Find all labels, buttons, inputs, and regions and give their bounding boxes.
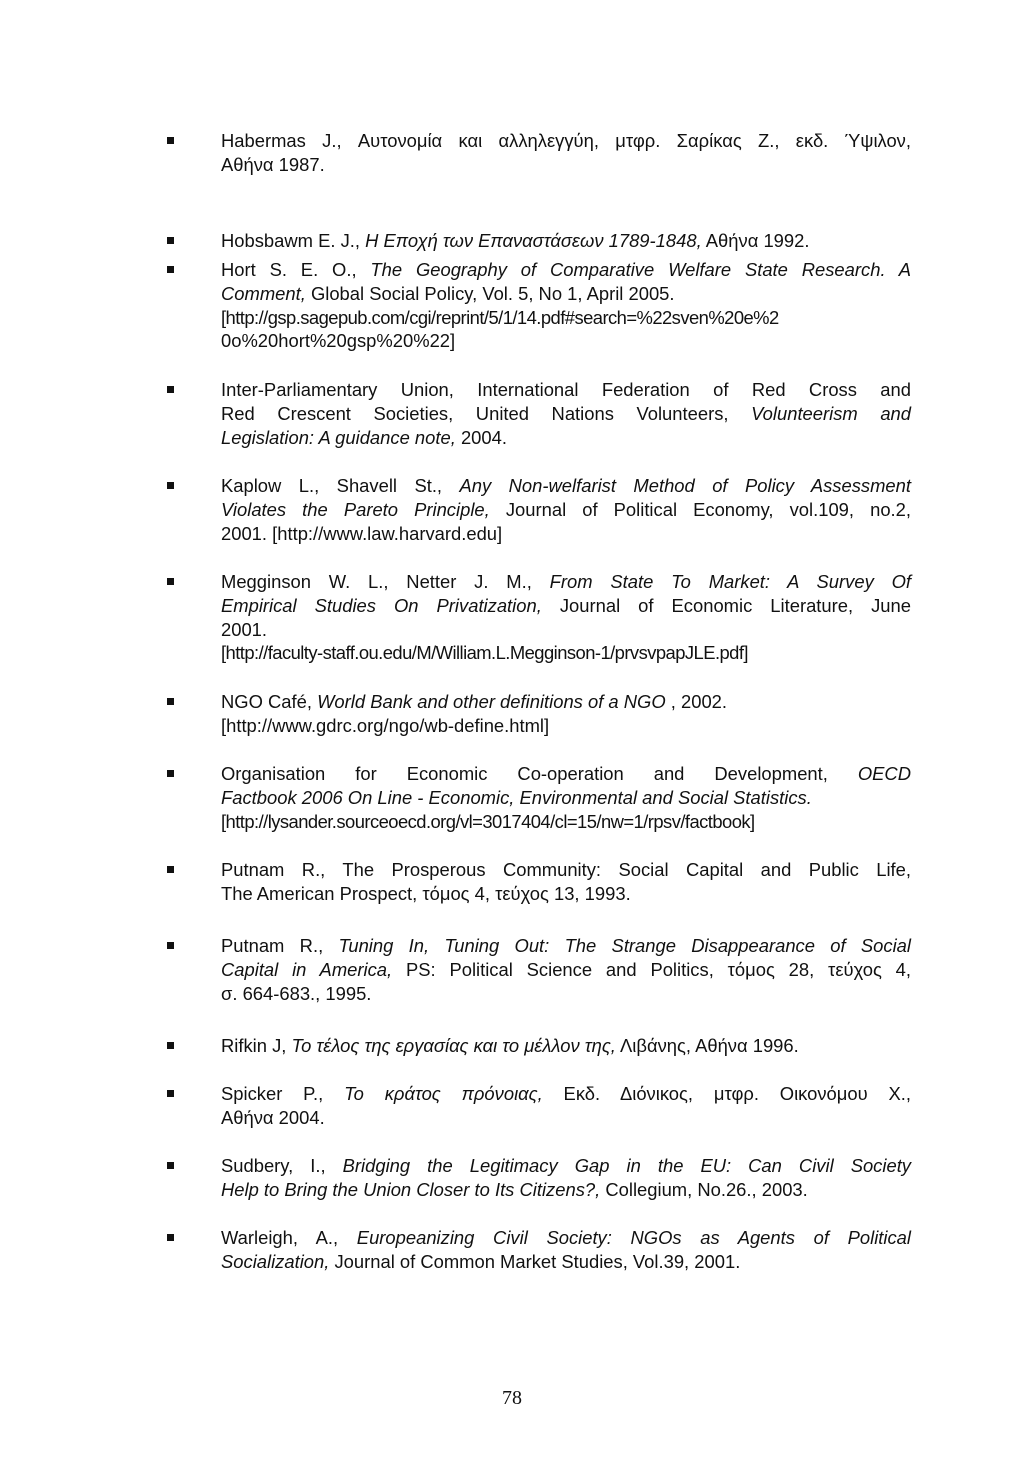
reference-text <box>221 570 911 665</box>
reference-line <box>221 641 911 665</box>
reference-segment: Organisation for Economic Co-operation and Development, <box>221 763 858 784</box>
bullet-icon <box>167 237 174 244</box>
reference-segment: [http://gsp.sagepub.com/cgi/reprint/5/1/14.pdf#search=%22sven%20e%2 <box>221 306 779 328</box>
reference-segment: , 2002. <box>665 691 728 712</box>
reference-line <box>221 153 911 177</box>
italic-title-segment: The Geography of Comparative Welfare State Research. A <box>370 259 911 280</box>
reference-line <box>221 618 911 642</box>
reference-line <box>221 1082 911 1106</box>
reference-text <box>221 1082 911 1130</box>
italic-title-segment: Το τέλος της εργασίας και το μέλλον της, <box>291 1035 616 1056</box>
reference-segment: Αθήνα 1992. <box>701 230 810 251</box>
bullet-icon <box>167 137 174 144</box>
reference-line <box>221 762 911 786</box>
italic-title-segment: Το κράτος πρόνοιας, <box>344 1083 543 1104</box>
reference-segment: The American Prospect, τόμος 4, τεύχος 13, 1993. <box>221 882 631 904</box>
reference-segment: 2001. [http://www.law.harvard.edu] <box>221 522 503 544</box>
reference-line <box>221 378 911 402</box>
reference-segment: Habermas J., Αυτονομία και αλληλεγγύη, μτφρ. Σαρίκας Ζ., εκδ. Ύψιλον, <box>221 130 911 151</box>
reference-line <box>221 934 911 958</box>
reference-segment: Putnam R., <box>221 935 339 956</box>
reference-text <box>221 934 911 1005</box>
reference-line <box>221 129 911 153</box>
reference-text <box>221 1226 911 1274</box>
reference-segment: Warleigh, A., <box>221 1227 357 1248</box>
reference-text <box>221 690 911 738</box>
reference-line <box>221 402 911 426</box>
reference-line <box>221 690 911 714</box>
bullet-icon <box>167 266 174 273</box>
reference-line <box>221 1106 911 1130</box>
reference-text <box>221 1154 911 1202</box>
reference-line <box>221 1178 911 1202</box>
reference-segment: Λιβάνης, Αθήνα 1996. <box>615 1035 799 1056</box>
reference-segment: Spicker P., <box>221 1083 345 1104</box>
reference-segment: Journal of Political Economy, vol.109, no.2, <box>489 498 912 520</box>
reference-segment: Kaplow L., Shavell St., <box>221 475 460 496</box>
reference-segment: Journal of Common Market Studies, Vol.39, 2001. <box>329 1250 741 1272</box>
italic-title-segment: Any Non-welfarist Method of Policy Assessment <box>459 475 911 496</box>
reference-segment: Hort S. E. O., <box>221 259 371 280</box>
italic-title-segment: Socialization, <box>221 1250 330 1272</box>
reference-segment: Global Social Policy, Vol. 5, No 1, April 2005. <box>305 282 675 304</box>
reference-line <box>221 258 911 282</box>
reference-text <box>221 378 911 449</box>
reference-line <box>221 229 911 253</box>
reference-segment: Journal of Economic Literature, June <box>541 594 911 616</box>
reference-segment: Αθήνα 1987. <box>221 153 325 175</box>
reference-text <box>221 258 911 353</box>
italic-title-segment: Η Εποχή των Επαναστάσεων 1789-1848, <box>365 230 702 251</box>
italic-title-segment: From State To Market: A Survey Of <box>549 571 911 592</box>
reference-segment: Αθήνα 2004. <box>221 1106 325 1128</box>
bullet-icon <box>167 866 174 873</box>
reference-segment: Megginson W. L., Netter J. M., <box>221 571 550 592</box>
italic-title-segment: Bridging the Legitimacy Gap in the EU: Can Civil Society <box>342 1155 911 1176</box>
reference-segment: [http://lysander.sourceoecd.org/vl=3017404/cl=15/nw=1/rpsv/factbook] <box>221 810 755 832</box>
reference-line <box>221 958 911 982</box>
bullet-icon <box>167 770 174 777</box>
reference-segment: Εκδ. Διόνικος, μτφρ. Οικονόμου Χ., <box>542 1083 911 1104</box>
reference-line <box>221 498 911 522</box>
reference-text <box>221 858 911 906</box>
italic-title-segment: Comment, <box>221 282 306 304</box>
reference-line <box>221 522 911 546</box>
italic-title-segment: Europeanizing Civil Society: NGOs as Agents of Political <box>356 1227 911 1248</box>
bullet-icon <box>167 698 174 705</box>
reference-text <box>221 1034 911 1058</box>
reference-segment: PS: Political Science and Politics, τόμος 28, τεύχος 4, <box>392 958 912 980</box>
page-number: 78 <box>502 1387 522 1409</box>
bullet-icon <box>167 942 174 949</box>
italic-title-segment: Legislation: A guidance note, <box>221 426 456 448</box>
bullet-icon <box>167 386 174 393</box>
bullet-icon <box>167 1234 174 1241</box>
reference-segment: 2004. <box>455 426 507 448</box>
italic-title-segment: OECD <box>857 763 911 784</box>
reference-line <box>221 570 911 594</box>
reference-line <box>221 1034 911 1058</box>
bullet-icon <box>167 578 174 585</box>
reference-segment: NGO Café, <box>221 691 318 712</box>
reference-segment: Putnam R., The Prosperous Community: Social Capital and Public Life, <box>221 859 911 880</box>
italic-title-segment: Help to Bring the Union Closer to Its Citizens?, <box>221 1178 601 1200</box>
reference-line <box>221 982 911 1006</box>
italic-title-segment: Empirical Studies On Privatization, <box>221 594 542 616</box>
italic-title-segment: Factbook 2006 On Line - Economic, Environmental and Social Statistics. <box>221 786 812 808</box>
reference-segment: Hobsbawm E. J., <box>221 230 366 251</box>
reference-line <box>221 474 911 498</box>
reference-line <box>221 306 911 330</box>
italic-title-segment: Tuning In, Tuning Out: The Strange Disappearance of Social <box>338 935 911 956</box>
reference-segment: Red Crescent Societies, United Nations Volunteers, <box>221 402 752 424</box>
reference-text <box>221 474 911 545</box>
reference-segment: Inter-Parliamentary Union, International Federation of Red Cross and <box>221 379 911 400</box>
bullet-icon <box>167 482 174 489</box>
italic-title-segment: World Bank and other definitions of a NGO <box>317 691 666 712</box>
reference-segment: 2001. <box>221 618 268 640</box>
reference-line <box>221 1226 911 1250</box>
reference-line <box>221 329 911 353</box>
bullet-icon <box>167 1090 174 1097</box>
reference-text <box>221 229 911 253</box>
reference-line <box>221 810 911 834</box>
reference-line <box>221 858 911 882</box>
reference-segment: Collegium, No.26., 2003. <box>600 1178 808 1200</box>
reference-line <box>221 282 911 306</box>
reference-line <box>221 426 911 450</box>
italic-title-segment: Volunteerism and <box>751 402 912 424</box>
italic-title-segment: Violates the Pareto Principle, <box>221 498 490 520</box>
bullet-icon <box>167 1042 174 1049</box>
reference-text <box>221 762 911 833</box>
reference-segment: 0o%20hort%20gsp%20%22] <box>221 330 456 352</box>
reference-line <box>221 1250 911 1274</box>
reference-line <box>221 714 911 738</box>
bullet-icon <box>167 1162 174 1169</box>
reference-segment: [http://www.gdrc.org/ngo/wb-define.html] <box>221 714 550 736</box>
reference-line <box>221 1154 911 1178</box>
reference-text <box>221 129 911 177</box>
italic-title-segment: Capital in America, <box>221 958 393 980</box>
reference-segment: σ. 664-683., 1995. <box>221 982 372 1004</box>
reference-segment: Rifkin J, <box>221 1035 292 1056</box>
reference-line <box>221 786 911 810</box>
reference-line <box>221 882 911 906</box>
reference-line <box>221 594 911 618</box>
reference-segment: [http://faculty-staff.ou.edu/M/William.L.Megginson-1/prvsvpapJLE.pdf] <box>221 642 748 664</box>
reference-segment: Sudbery, I., <box>221 1155 343 1176</box>
